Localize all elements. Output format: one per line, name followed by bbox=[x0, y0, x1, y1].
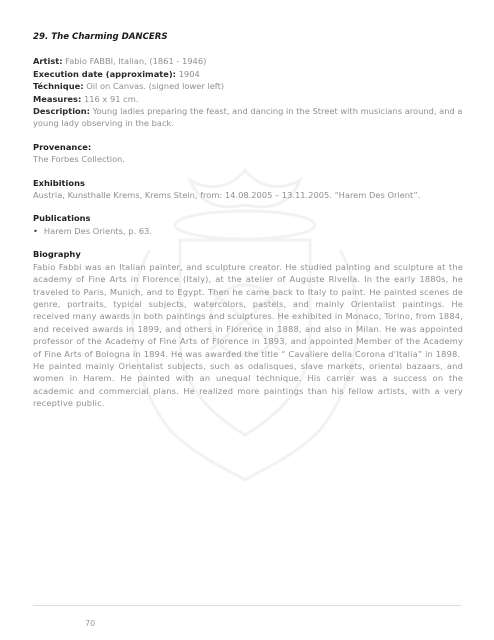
catalogue-entry bbox=[33, 31, 463, 410]
technique-value: Oil on Canvas. (signed lower left) bbox=[86, 81, 225, 92]
bullet-icon: • bbox=[33, 225, 38, 236]
artist-label: Artist: bbox=[33, 56, 63, 67]
description-value: Young ladies preparing the feast, and dancing in the Street with musicians around, and a young lady observing in the back. bbox=[33, 106, 463, 129]
biography-heading: Biography bbox=[33, 249, 81, 260]
measures-row bbox=[33, 93, 463, 105]
execution-date-row bbox=[33, 68, 463, 80]
technique-label: Téchnique: bbox=[33, 81, 84, 92]
exhibitions-heading: Exhibitions bbox=[33, 177, 85, 188]
provenance-heading: Provenance: bbox=[33, 141, 92, 152]
execution-date-label: Execution date (approximate): bbox=[33, 68, 176, 79]
artist-value: Fabio FABBI, Italian, (1861 - 1946) bbox=[65, 56, 207, 67]
description-row bbox=[33, 105, 463, 130]
publication-item bbox=[33, 225, 463, 237]
execution-date-value: 1904 bbox=[178, 68, 200, 79]
biography-paragraph-1: Fabio Fabbi was an Italian painter, and sculpture creator. He studied painting and sculpture at the academy of Fine Arts in Florence (Italy), at the atelier of Auguste Rivella. In the early 1880s, he traveled to Paris, Munich, and to Egypt. Then he came back to Italy to paint. He painted scenes de genre, portraits, typical subjects, watercolors, pastels, and mainly Orientalist paintings. He received many awards in both paintings and sculptures. He exhibited in Monaco, Torino, from 1884, and received awards in 1899, and others in Florence in 1888, and also in Milan. He was appointed professor of the Academy of Fine Arts of Florence in 1893, and appointed Member of the Academy of Fine Arts of Bologna in 1894. He was awarded the title “ Cavaliere della Corona d’Italia” in 1898. bbox=[33, 261, 463, 359]
biography-paragraph-2: He painted mainly Orientalist subjects, such as odalisques, slave markets, oriental bazaars, and women in Harem. He painted with an unequal technique. His carrier was a success on the academic and commercial plans. He realized more paintings than his fellow artists, with a very receptive public. bbox=[33, 360, 463, 409]
description-label: Description: bbox=[33, 106, 90, 117]
technique-row bbox=[33, 80, 463, 92]
measures-value: 116 x 91 cm. bbox=[83, 93, 139, 104]
artist-row bbox=[33, 55, 463, 67]
page-number: 70 bbox=[85, 619, 96, 628]
entry-title: 29. The Charming DANCERS bbox=[33, 32, 168, 42]
measures-label: Measures: bbox=[33, 93, 82, 104]
provenance-text: The Forbes Collection. bbox=[33, 154, 126, 165]
exhibitions-text: Austria, Kunsthalle Krems, Krems Stein, from: 14.08.2005 – 13.11.2005. “Harem Des Orient”. bbox=[33, 190, 421, 201]
publication-text: Harem Des Orients, p. 63. bbox=[43, 225, 152, 236]
publications-heading: Publications bbox=[33, 213, 91, 224]
footer-divider bbox=[33, 605, 461, 606]
